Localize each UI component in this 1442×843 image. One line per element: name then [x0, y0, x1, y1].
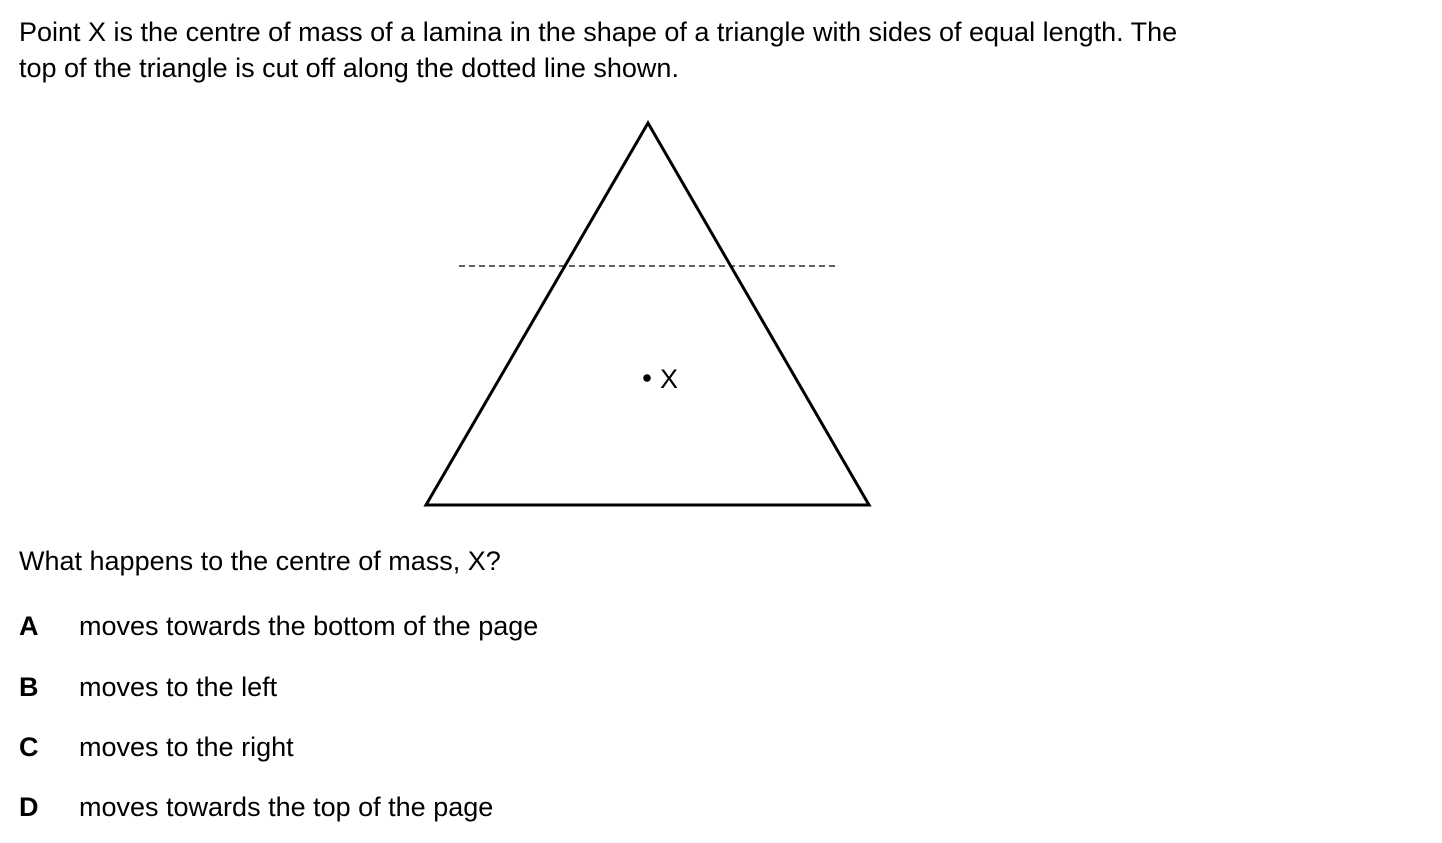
option-b-text: moves to the left: [79, 672, 278, 702]
question-prompt: What happens to the centre of mass, X?: [19, 546, 501, 576]
question-stem-line-2: top of the triangle is cut off along the dotted line shown.: [19, 53, 679, 83]
option-c-text: moves to the right: [79, 732, 294, 762]
question-stem-line-1: Point X is the centre of mass of a lamina in the shape of a triangle with sides of equal length. The: [19, 17, 1178, 47]
centre-of-mass-point: [643, 374, 651, 382]
option-a-text: moves towards the bottom of the page: [79, 611, 539, 641]
option-b-letter: B: [19, 672, 39, 702]
option-a-letter: A: [19, 611, 39, 641]
option-d-text: moves towards the top of the page: [79, 792, 494, 822]
option-d-letter: D: [19, 792, 39, 822]
option-a[interactable]: [19, 608, 538, 644]
triangle-lamina: [426, 123, 869, 505]
question-stem: [19, 14, 1399, 86]
option-b[interactable]: [19, 669, 277, 705]
option-c[interactable]: [19, 729, 294, 765]
option-c-letter: C: [19, 732, 39, 762]
option-d[interactable]: [19, 789, 493, 825]
centre-of-mass-label: X: [660, 364, 679, 394]
